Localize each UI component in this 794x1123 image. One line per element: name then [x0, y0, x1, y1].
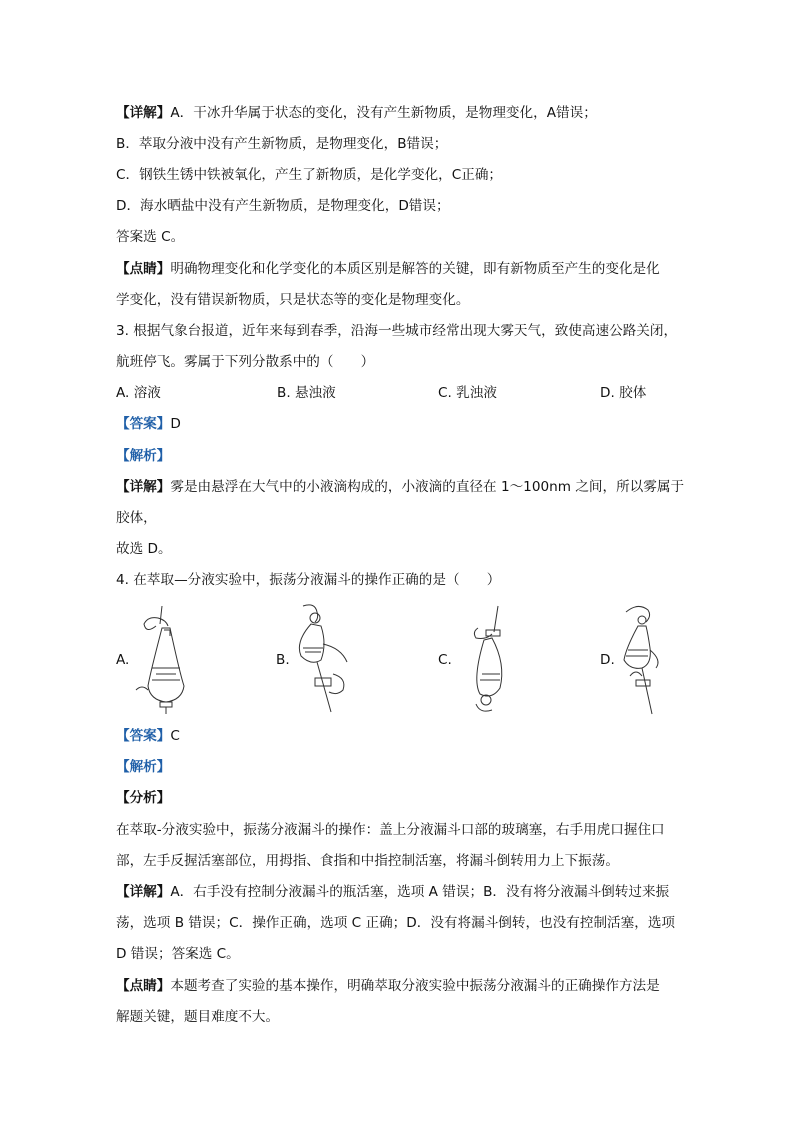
q3-analysis-tag	[116, 446, 170, 466]
answer-value: D	[170, 416, 181, 432]
answer-tag: 【答案】	[116, 416, 171, 432]
separatory-funnel-figure-a	[134, 604, 214, 716]
q4-detail-2: 荡，选项 B 错误；C．操作正确，选项 C 正确；D．没有将漏斗倒转，也没有控制活塞，选项	[116, 915, 676, 931]
q4-analyze-tag	[116, 788, 170, 808]
answer-value: C	[170, 728, 180, 744]
point-line-2: 学变化，没有错误新物质，只是状态等的变化是物理变化。	[116, 292, 470, 308]
detail-line-c: C．钢铁生锈中铁被氧化，产生了新物质，是化学变化，C正确；	[116, 167, 503, 183]
q3-option-a: A. 溶液	[116, 385, 161, 401]
detail-tag: 【详解】	[116, 105, 171, 121]
detail-line-b: B．萃取分液中没有产生新物质，是物理变化，B错误；	[116, 136, 448, 152]
q3-stem-2: 航班停飞。雾属于下列分散系中的（ ）	[116, 354, 375, 370]
q3-stem-1: 3. 根据气象台报道，近年来每到春季，沿海一些城市经常出现大雾天气，致使高速公路关闭，	[116, 323, 678, 339]
q3-option-c: C. 乳浊液	[438, 385, 497, 401]
point-tag: 【点睛】	[116, 978, 171, 994]
q4-analysis-tag	[116, 757, 170, 777]
q4-point-1	[116, 976, 660, 996]
detail-text: A．干冰升华属于状态的变化，没有产生新物质，是物理变化，A错误；	[170, 105, 597, 121]
answer-line: 答案选 C。	[116, 229, 185, 245]
q3-detail-1	[116, 477, 684, 497]
detail-text: A．右手没有控制分液漏斗的瓶活塞，选项 A 错误；B．没有将分液漏斗倒转过来振	[170, 884, 670, 900]
q4-analyze-2: 部，左手反握活塞部位，用拇指、食指和中指控制活塞，将漏斗倒转用力上下振荡。	[116, 853, 619, 869]
q4-answer-line	[116, 726, 180, 746]
q4-stem: 4. 在萃取—分液实验中，振荡分液漏斗的操作正确的是（ ）	[116, 572, 501, 588]
separatory-funnel-figure-d	[616, 604, 696, 716]
q4-option-a-label: A.	[116, 652, 130, 668]
separatory-funnel-figure-c	[456, 604, 536, 716]
separatory-funnel-figure-b	[293, 604, 373, 716]
q4-analyze-1: 在萃取-分液实验中，振荡分液漏斗的操作：盖上分液漏斗口部的玻璃塞，右手用虎口握住口	[116, 822, 665, 838]
analysis-tag: 【解析】	[116, 759, 171, 775]
point-tag: 【点睛】	[116, 261, 171, 277]
detail-tag: 【详解】	[116, 884, 171, 900]
q4-option-d-label: D.	[600, 652, 615, 668]
q4-point-2: 解题关键，题目难度不大。	[116, 1009, 280, 1025]
q3-option-d: D. 胶体	[600, 385, 647, 401]
q3-conclusion: 故选 D。	[116, 541, 172, 557]
q4-detail-3: D 错误；答案选 C。	[116, 946, 240, 962]
q4-detail-1	[116, 882, 669, 902]
analysis-tag: 【解析】	[116, 448, 171, 464]
q4-option-c-label: C.	[438, 652, 452, 668]
detail-line-d: D．海水晒盐中没有产生新物质，是物理变化，D错误；	[116, 198, 450, 214]
answer-tag: 【答案】	[116, 728, 171, 744]
analyze-tag: 【分析】	[116, 790, 171, 806]
detail-line-a	[116, 103, 597, 123]
point-text: 明确物理变化和化学变化的本质区别是解答的关键，即有新物质至产生的变化是化	[170, 261, 660, 277]
q3-detail-2: 胶体，	[116, 510, 157, 526]
point-line-1	[116, 259, 660, 279]
q3-answer-line	[116, 414, 181, 434]
q3-option-b: B. 悬浊液	[277, 385, 336, 401]
detail-tag: 【详解】	[116, 479, 171, 495]
detail-text: 雾是由悬浮在大气中的小液滴构成的，小液滴的直径在 1～100nm 之间，所以雾属于	[170, 479, 685, 495]
q4-option-b-label: B.	[276, 652, 290, 668]
point-text: 本题考查了实验的基本操作，明确萃取分液实验中振荡分液漏斗的正确操作方法是	[170, 978, 660, 994]
